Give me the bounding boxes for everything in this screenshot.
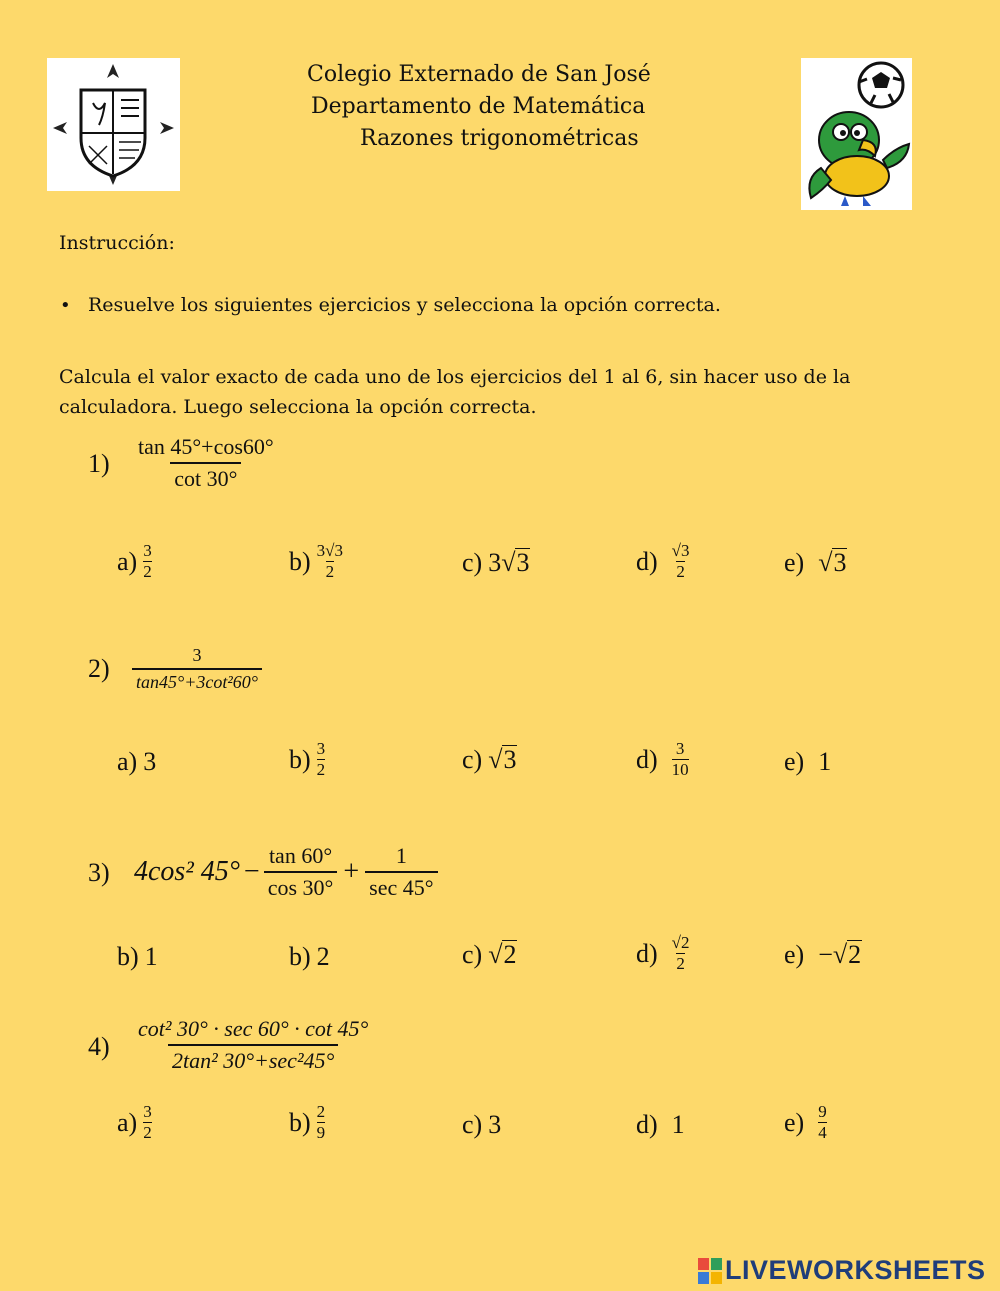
question-2-option-e[interactable]: e) 1: [784, 747, 832, 776]
question-2-denominator: tan45°+3cot²60°: [132, 668, 262, 693]
department-name: Departamento de Matemática: [311, 94, 646, 119]
instruction-paragraph-line2: calculadora. Luego selecciona la opción correcta.: [59, 396, 537, 418]
question-1-option-b[interactable]: b) 3√3 2: [289, 541, 344, 581]
question-3-minus: −: [243, 856, 260, 887]
question-2-expression: [132, 645, 262, 693]
question-4-option-c[interactable]: c) 3: [462, 1110, 502, 1139]
question-1-option-e[interactable]: e) √ 3: [784, 548, 847, 577]
liveworksheets-brand: LIVEWORKSHEETS: [725, 1255, 986, 1285]
question-4-option-d[interactable]: d) 1: [636, 1110, 685, 1139]
mascot-parrot-image: [801, 58, 912, 210]
question-3-option-c[interactable]: c) √ 2: [462, 940, 517, 969]
question-1-denominator: cot 30°: [170, 462, 241, 492]
question-3-lead-term: 4cos² 45°: [134, 856, 240, 887]
liveworksheets-icon: [698, 1258, 722, 1284]
question-4-option-b[interactable]: b) 2 9: [289, 1102, 326, 1142]
question-1-option-d[interactable]: d) √3 2: [636, 541, 690, 581]
question-1-option-a[interactable]: a) 3 2: [117, 541, 152, 581]
question-2-option-c[interactable]: c) √ 3: [462, 745, 517, 774]
question-3-frac2-numerator: 1: [395, 843, 407, 868]
question-3-option-b[interactable]: b) 2: [289, 942, 330, 971]
parrot-soccer-icon: [801, 58, 912, 210]
question-4-option-a[interactable]: a) 3 2: [117, 1102, 152, 1142]
question-4-numerator: cot² 30° · sec 60° · cot 45°: [138, 1016, 369, 1041]
question-4-number: 4): [88, 1032, 110, 1061]
worksheet-title: Razones trigonométricas: [360, 126, 639, 151]
instruction-paragraph-line1: Calcula el valor exacto de cada uno de los ejercicios del 1 al 6, sin hacer uso de la: [59, 366, 851, 388]
question-4-expression: [134, 1016, 372, 1074]
instruction-bullet: Resuelve los siguientes ejercicios y selecciona la opción correcta.: [88, 294, 721, 316]
bullet-dot: •: [60, 295, 71, 316]
question-2-number: 2): [88, 654, 110, 683]
question-2-option-d[interactable]: d) 3 10: [636, 739, 689, 779]
school-name: Colegio Externado de San José: [307, 62, 651, 87]
question-2-option-b[interactable]: b) 3 2: [289, 739, 326, 779]
question-4-option-e[interactable]: e) 9 4: [784, 1102, 827, 1142]
instruction-title: Instrucción:: [59, 232, 175, 254]
question-2-option-a[interactable]: a) 3: [117, 747, 157, 776]
question-3-expression: [134, 843, 438, 901]
question-3-option-e[interactable]: e) − √ 2: [784, 940, 862, 969]
question-1-number: 1): [88, 449, 110, 478]
question-2-numerator: 3: [192, 645, 202, 665]
school-crest-logo: [47, 58, 180, 191]
question-3-number: 3): [88, 858, 110, 887]
question-1-option-c[interactable]: c) 3 √ 3: [462, 548, 530, 577]
question-3-option-d[interactable]: d) √2 2: [636, 933, 690, 973]
question-3-plus: +: [343, 856, 360, 887]
liveworksheets-logo: [698, 1255, 986, 1286]
question-1-expression: [134, 434, 278, 492]
question-3-option-a[interactable]: b) 1: [117, 942, 158, 971]
question-4-denominator: 2tan² 30°+sec²45°: [168, 1044, 338, 1074]
question-3-frac1-numerator: tan 60°: [268, 843, 333, 868]
crest-icon: [47, 58, 180, 191]
question-3-frac1-denominator: cos 30°: [264, 871, 338, 901]
question-3-frac2-denominator: sec 45°: [365, 871, 437, 901]
question-1-numerator: tan 45°+cos60°: [138, 434, 274, 459]
